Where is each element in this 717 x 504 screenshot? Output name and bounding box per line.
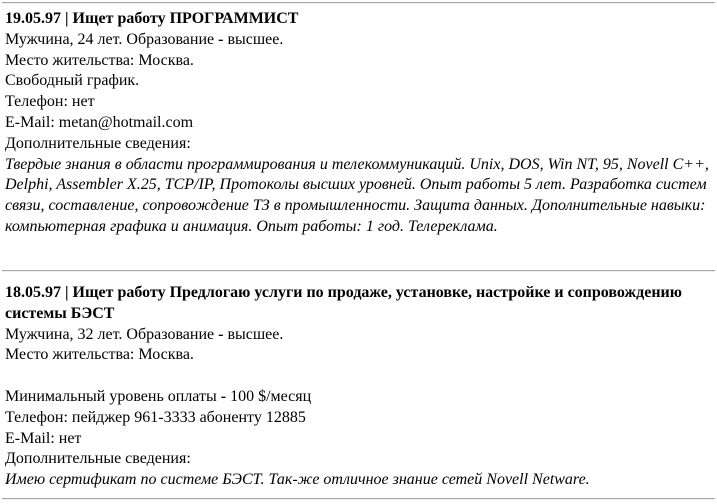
listing-entry [5,9,711,238]
gender-age: Мужчина, 32 лет. Образование [5,325,215,343]
divider [2,498,715,500]
email-line [5,429,711,450]
schedule-line: Свободный график. [5,72,140,90]
education-value: высшее. [227,325,284,343]
phone-label: Телефон: [5,408,72,426]
listing-heading [5,283,711,325]
phone-value: нет [71,93,95,111]
email-link[interactable]: metan@hotmail.com [58,113,194,131]
phone-line [5,92,711,113]
phone-line [5,408,711,429]
listing-title: Ищет работу Предлогаю услуги по продаже, установке, настройке и сопровождению системы БЭСТ [5,284,682,322]
listing-heading [5,9,711,30]
details-label: Дополнительные сведения: [5,450,191,468]
residence-line [5,345,711,366]
heading-separator: | [61,284,73,301]
heading-separator: | [61,10,73,27]
gender-age-education [5,325,711,346]
divider [2,270,715,272]
email-label: E-Mail: [5,429,59,447]
salary-label: Минимальный уровень оплаты [5,387,217,405]
details-label: Дополнительные сведения: [5,134,191,152]
residence-line [5,51,711,72]
education-value: высшее. [227,30,284,48]
listing-entry [5,283,711,491]
residence-label: Место жительства: [5,346,139,364]
salary-separator: - [216,387,231,405]
phone-value: пейджер 961-3333 абоненту 12885 [71,408,306,426]
blank-line [5,366,711,387]
residence-value: Москва. [138,51,194,69]
residence-value: Москва. [138,346,194,364]
salary-value: 100 $/месяц [230,387,312,405]
details-text: Твердые знания в области программирования и телекоммуникаций. Unix, DOS, Win NT, 95, Novell C++, Delphi, Assembler X.25, TCP/IP, Протоколы высших уровней. Опыт работы 5 лет. Разработка систем связи, составление, сопровождение ТЗ в промышленности. Защита данных. Дополнительные навыки: компьютерная графика и анимация. Опыт работы: 1 год. Телереклама. [5,155,709,235]
listing-title: Ищет работу ПРОГРАММИСТ [72,10,299,27]
email-value: нет [58,429,82,447]
residence-label: Место жительства: [5,51,139,69]
education-separator: - [214,325,228,343]
gender-age: Мужчина, 24 лет. Образование [5,30,215,48]
phone-label: Телефон: [5,93,72,111]
divider [2,2,715,4]
gender-age-education [5,30,711,51]
email-label: E-Mail: [5,113,59,131]
listing-date: 18.05.97 [5,284,61,301]
salary-line [5,387,711,408]
details-text: Имею сертификат по системе БЭСТ. Так-же отличное знание сетей Novell Netware. [5,471,590,489]
email-line [5,113,711,134]
education-separator: - [214,30,228,48]
listing-date: 19.05.97 [5,10,61,27]
